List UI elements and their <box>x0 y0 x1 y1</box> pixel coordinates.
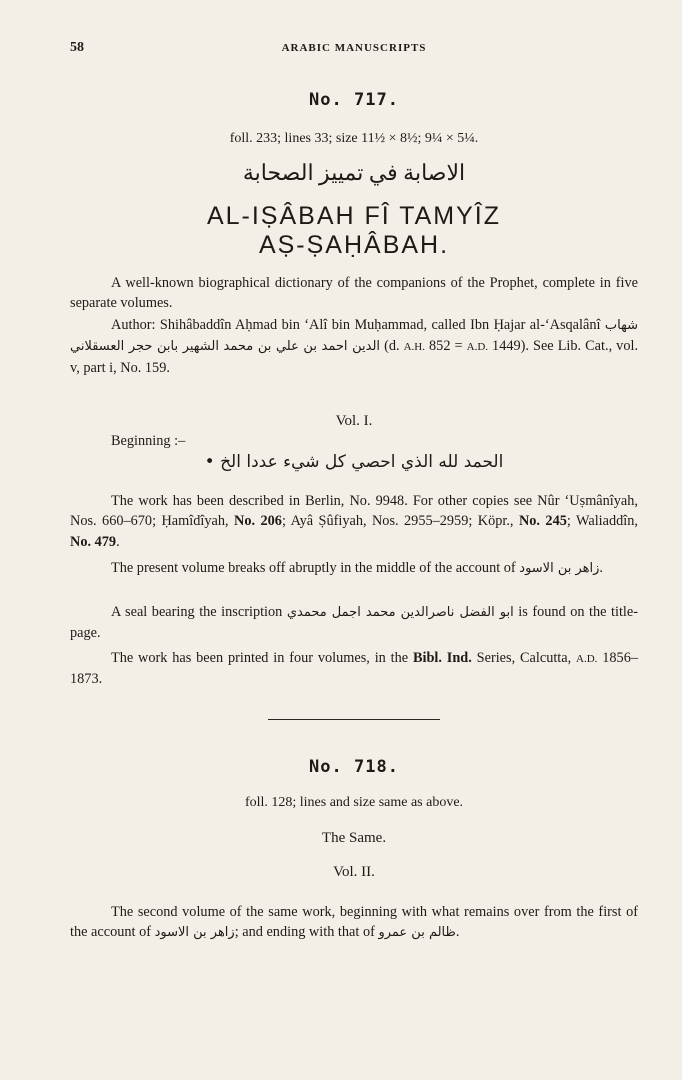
author-date-mid: 852 = <box>425 338 467 355</box>
copies-no-206: No. 206 <box>234 513 282 530</box>
ad-label: A.D. <box>466 341 489 354</box>
author-name: Shihâbaddîn Aḥmad bin ‘Alî bin Muḥammad, called Ibn Ḥajar al-‘Asqalânî <box>159 317 601 333</box>
entry-717-number: No. 717. <box>309 90 399 110</box>
copies-no-245: No. 245 <box>518 513 567 530</box>
entry-717-breaks-off: The present volume breaks off abruptly in the middle of the account of زاهر بن الاسود. <box>111 560 603 576</box>
printed-text-a: The work has been printed in four volumes, in the <box>111 650 413 666</box>
author-date-pre: (d. <box>384 338 404 355</box>
entry-717-seal <box>70 602 638 644</box>
seal-text-b: is found on the title-page. <box>70 604 638 642</box>
entry-717-title <box>70 202 638 260</box>
author-date-post: 1449). See Lib. Cat., vol. v, part i, No. 159. <box>70 338 639 376</box>
entry-718-text-c: . <box>455 924 460 941</box>
copies-text-a: The work has been described in Berlin, No. 9948. For other copies see Nûr ‘Uṣmânîyah, Nos. 660–670; Ḥamîdîyah, <box>70 493 638 530</box>
entry-717-printed <box>70 648 638 690</box>
copies-text-e: ; Waliaddîn, <box>566 513 638 530</box>
section-divider <box>268 719 440 720</box>
entry-718-text-b: ; and ending with that of <box>234 924 375 941</box>
printed-text-c: Series, Calcutta, <box>471 650 577 666</box>
page-number: 58 <box>70 40 84 55</box>
printed-text-d: 1856–1873. <box>70 650 638 688</box>
author-label: Author: <box>111 317 156 333</box>
copies-text-c: ; Ayâ Ṣûfiyah, Nos. 2955–2959; Köpr., <box>281 513 519 530</box>
beginning-arabic-line <box>70 452 638 473</box>
copies-no-479: No. 479 <box>70 533 117 550</box>
entry-718-description <box>70 902 638 944</box>
title-line-1: AL-IṢÂBAH FÎ TAMYÎZ <box>206 202 502 230</box>
entry-718-number: No. 718. <box>309 757 399 777</box>
entry-718-text-a: The second volume of the same work, beginning with what remains over from the first of the account of <box>70 904 638 941</box>
breaks-off-text: The present volume breaks off abruptly in the middle of the account of <box>111 560 516 576</box>
beginning-arabic: الحمد لله الذي احصي كل شيء عددا الخ • <box>204 452 504 472</box>
copies-text-g: . <box>116 533 120 550</box>
ah-label: A.H. <box>403 341 425 354</box>
seal-text-a: A seal bearing the inscription <box>111 604 283 620</box>
entry-717-foll: foll. 233; lines 33; size 11½ × 8½; 9¼ × 5¼. <box>229 131 479 146</box>
seal-arabic: ابو الفضل ناصرالدين محمد اجمل محمدي <box>286 605 514 620</box>
title-line-2: AṢ-ṢAḤÂBAH. <box>258 231 450 259</box>
entry-718-same: The Same. <box>321 830 387 846</box>
entry-717-author <box>70 315 638 378</box>
entry-717-copies <box>70 491 638 552</box>
entry-718-vol: Vol. II. <box>333 864 375 880</box>
beginning-label: Beginning :– <box>111 433 186 449</box>
entry-717-vol: Vol. I. <box>335 413 373 429</box>
printed-bibl-ind: Bibl. Ind. <box>412 650 472 666</box>
breaks-off-arabic: زاهر بن الاسود <box>519 561 600 576</box>
printed-ad: A.D. <box>576 653 598 665</box>
running-title: ARABIC MANUSCRIPTS <box>281 42 427 54</box>
entry-718-foll: foll. 128; lines and size same as above. <box>244 795 464 810</box>
entry-717-description: A well-known biographical dictionary of the companions of the Prophet, complete in five separate volumes. <box>70 275 638 312</box>
entry-718-arabic-2: ظالم بن عمرو <box>378 925 456 941</box>
author-arabic: شهاب الدين احمد بن علي بن محمد الشهير بابن حجر العسقلاني <box>70 318 638 355</box>
entry-718-arabic-1: زاهر بن الاسود <box>154 925 235 941</box>
entry-717-arabic-title: الاصابة في تمييز الصحابة <box>242 160 466 185</box>
